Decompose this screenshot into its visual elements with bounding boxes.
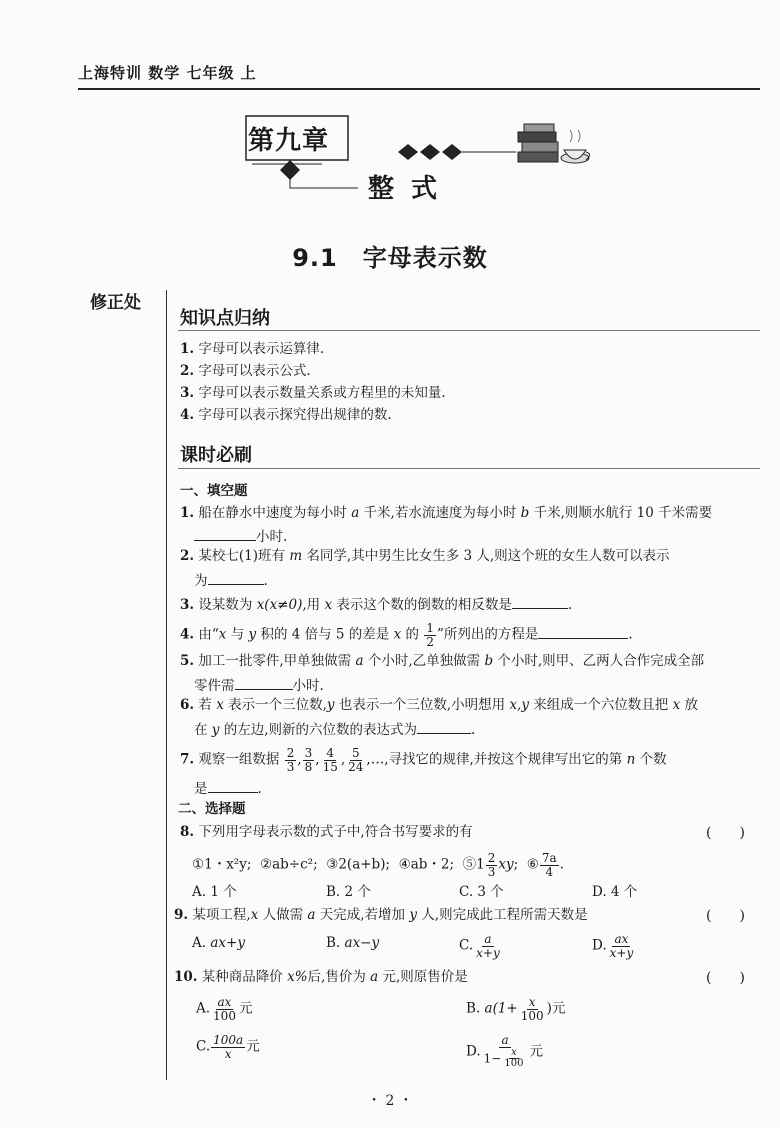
- answer-parentheses: ( ): [706, 825, 745, 841]
- section-title: 9.1 字母表示数: [292, 244, 488, 272]
- question-5: 5. 加工一批零件,甲单独做需 a 个小时,乙单独做需 b 个小时,则甲、乙两人合作完成全部: [180, 653, 705, 669]
- knowledge-item: 2. 字母可以表示公式.: [180, 363, 311, 379]
- q10-option-b[interactable]: B. a(1+ $\frac{x}{100}$ )元: [466, 995, 566, 1023]
- books-teacup-icon: [518, 124, 590, 163]
- fraction-3-8: $\frac{3}{8}$: [304, 746, 313, 774]
- fraction-2-3: $\frac{2}{3}$: [487, 851, 496, 879]
- fraction-4-15: $\frac{4}{15}$: [322, 746, 338, 774]
- diamond-2: [420, 144, 440, 160]
- q10-option-c[interactable]: C. $\frac{100a}{x}$ 元: [196, 1033, 260, 1061]
- knowledge-rule: [178, 330, 760, 331]
- question-7-cont: 是 .: [194, 781, 262, 797]
- chapter-diamond: [280, 160, 300, 180]
- knowledge-item: 3. 字母可以表示数量关系或方程里的未知量.: [180, 385, 446, 401]
- question-2: 2. 某校七(1)班有 m 名同学,其中男生比女生多 3 人,则这个班的女生人数可以表示: [180, 548, 670, 564]
- answer-parentheses: ( ): [706, 970, 745, 986]
- answer-blank: [538, 626, 628, 639]
- question-2-cont: 为 .: [194, 573, 268, 589]
- q10-option-a[interactable]: A. $\frac{ax}{100}$ 元: [196, 995, 253, 1023]
- answer-blank: [194, 528, 256, 541]
- diamond-1: [398, 144, 418, 160]
- answer-blank: [417, 721, 471, 734]
- q8-option-a[interactable]: A. 1 个: [192, 884, 237, 900]
- question-9: 9. 某项工程,x 人做需 a 天完成,若增加 y 人,则完成此工程所需天数是: [174, 907, 588, 923]
- practice-heading: 课时必刷: [180, 445, 252, 466]
- fraction-one-half: $\frac{1}{2}$: [426, 621, 434, 649]
- diamond-3: [442, 144, 462, 160]
- margin-divider: [166, 290, 167, 1080]
- question-8-expressions: ①1・x²y; ②ab÷c²; ③2(a+b); ④ab・2; ⑤1 $\frac{2}{3}$ xy; ⑥ $\frac{7a}{4}$ .: [192, 851, 564, 879]
- question-1: 1. 船在静水中速度为每小时 a 千米,若水流速度为每小时 b 千米,则顺水航行 10 千米需要: [180, 505, 713, 521]
- chapter-connector: [290, 164, 358, 188]
- practice-rule: [178, 468, 760, 469]
- chapter-label: 第九章: [248, 126, 330, 156]
- running-header: 上海特训 数学 七年级 上: [78, 64, 257, 82]
- q9-option-a[interactable]: A. ax+y: [192, 935, 245, 951]
- question-6: 6. 若 x 表示一个三位数,y 也表示一个三位数,小明想用 x,y 来组成一个六位数且把 x 放: [180, 697, 698, 713]
- answer-parentheses: ( ): [706, 908, 745, 924]
- question-8: 8. 下列用字母表示数的式子中,符合书写要求的有: [180, 824, 473, 840]
- fraction-5-24: $\frac{5}{24}$: [348, 746, 364, 774]
- question-3: 3. 设某数为 x(x≠0),用 x 表示这个数的倒数的相反数是 .: [180, 597, 573, 613]
- q8-option-b[interactable]: B. 2 个: [326, 884, 371, 900]
- question-10: 10. 某种商品降价 x%后,售价为 a 元,则原售价是: [174, 969, 468, 985]
- question-1-cont: 小时.: [194, 528, 287, 545]
- question-5-cont: 零件需 小时.: [194, 678, 324, 694]
- question-4: 4. 由“x 与 y 积的 4 倍与 5 的差是 x 的 $\frac{1}{2}$ ”所列出的方程是 .: [180, 621, 633, 649]
- page-number: ・ 2 ・: [367, 1093, 413, 1109]
- knowledge-item: 1. 字母可以表示运算律.: [180, 341, 325, 357]
- choice-section-heading: 二、选择题: [178, 801, 246, 817]
- knowledge-heading: 知识点归纳: [180, 308, 270, 329]
- q9-option-c[interactable]: C. $\frac{a}{x+y}$: [459, 932, 500, 960]
- q9-option-b[interactable]: B. ax−y: [326, 935, 380, 951]
- header-rule: [78, 88, 760, 90]
- question-7: 7. 观察一组数据 $\frac{2}{3}$ , $\frac{3}{8}$ , $\frac{4}{15}$ , $\frac{5}{24}$ ,…,寻找它的规律,并按这个规律写出它的第 n 个数: [180, 746, 667, 774]
- answer-blank: [235, 677, 293, 690]
- q9-option-d[interactable]: D. $\frac{ax}{x+y}$: [592, 932, 634, 960]
- fraction-7a-4: $\frac{7a}{4}$: [541, 851, 557, 879]
- knowledge-item: 4. 字母可以表示探究得出规律的数.: [180, 407, 392, 423]
- answer-blank: [208, 780, 258, 793]
- fraction-2-3: $\frac{2}{3}$: [286, 746, 295, 774]
- fill-section-heading: 一、填空题: [180, 483, 248, 499]
- chapter-title: 整 式: [368, 174, 442, 204]
- q8-option-c[interactable]: C. 3 个: [459, 884, 504, 900]
- q10-option-d[interactable]: D. a 1− $\frac{x}{100}$ 元: [466, 1033, 543, 1070]
- q8-option-d[interactable]: D. 4 个: [592, 884, 638, 900]
- correction-margin-label: 修正处: [90, 293, 141, 313]
- answer-blank: [512, 596, 568, 609]
- question-6-cont: 在 y 的左边,则新的六位数的表达式为 .: [194, 722, 476, 738]
- answer-blank: [208, 572, 264, 585]
